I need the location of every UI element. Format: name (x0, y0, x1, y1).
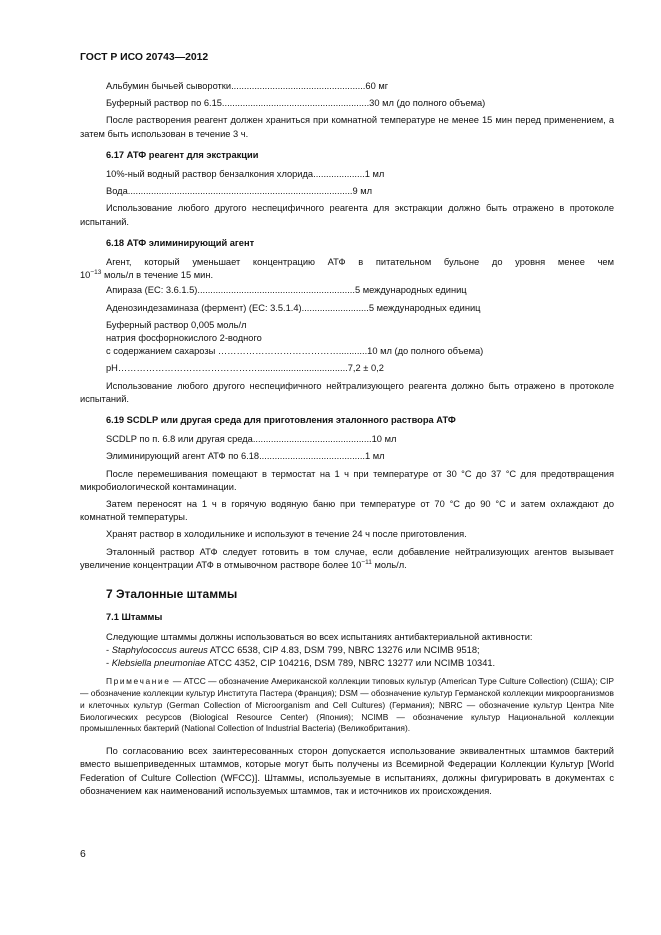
list-item (80, 433, 614, 446)
page-content (80, 80, 614, 798)
exponent-base: 10 (80, 270, 91, 281)
paragraph-text: Эталонный раствор АТФ следует готовить в том случае, если добавление нейтрализующих агентов вызывает увеличение концентрации АТФ в отмывочном растворе более 10 (80, 546, 614, 570)
item-label: Вода (106, 186, 128, 197)
list-dash: - (106, 644, 112, 655)
item-value: 9 мл (352, 186, 373, 197)
list-item (80, 80, 614, 93)
paragraph: Использование любого другого неспецифичного реагента для экстракции должно быть отражено в протоколе испытаний. (80, 203, 614, 227)
buffer-line: натрия фосфорнокислого 2-водного (106, 333, 262, 344)
section-heading-main: 7 Эталонные штаммы (106, 587, 238, 602)
list-item (80, 168, 614, 181)
paragraph-text: моль/л. (371, 559, 407, 570)
exponent: −13 (90, 269, 102, 277)
item-label: Элиминирующий агент АТФ по 6.18 (106, 451, 260, 462)
paragraph: После растворения реагент должен храниться при комнатной температуре не менее 15 мин перед применением, а затем быть использован в течение 3 ч. (80, 115, 614, 139)
paragraph (80, 256, 614, 269)
leader-dots: .................................................... (231, 81, 366, 91)
item-value: 30 мл (до полного объема) (369, 98, 486, 109)
strain-details: ATCC 4352, CIP 104216, DSM 789, NBRC 13277 или NCIMB 10341. (205, 657, 496, 668)
paragraph: После перемешивания помещают в термостат на 1 ч при температуре от 30 °С до 37 °С для предотвращения микробиологической контаминации. (80, 468, 614, 492)
item-value: 10 мл (371, 434, 397, 445)
item-label: 10%-ный водный раствор бензалкония хлорида (106, 169, 314, 180)
paragraph: Затем переносят на 1 ч в горячую водяную баню при температуре от 70 °С до 90 °С и затем охлаждают до комнатной температуры. (80, 499, 614, 523)
list-item (80, 97, 614, 110)
page-number: 6 (80, 849, 86, 860)
section-heading: 6.18 АТФ элиминирующий агент (106, 237, 255, 248)
paragraph: Хранят раствор в холодильнике и используют в течение 24 ч после приготовления. (106, 529, 467, 540)
leader-dots: ......................................... (259, 451, 365, 462)
item-label: с содержанием сахарозы ………………………………… (106, 346, 339, 357)
item-label: pH………………………………………. (106, 363, 260, 374)
strain-details: ATCC 6538, CIP 4.83, DSM 799, NBRC 13276 или NCIMB 9518; (207, 644, 480, 655)
paragraph: Следующие штаммы должны использоваться во всех испытаниях антибактериальной активности: (106, 631, 533, 642)
leader-dots: .......................... (301, 302, 369, 313)
item-value: 10 мл (до полного объема) (367, 346, 484, 357)
item-value: 1 мл (364, 169, 385, 180)
paragraph-text: Агент, который уменьшает концентрацию АТФ в питательном бульоне до уровня менее чем (106, 257, 614, 268)
paragraph-text: моль/л в течение 15 мин. (101, 270, 214, 281)
subsection-heading: 7.1 Штаммы (106, 612, 163, 623)
leader-dots: .................................. (259, 363, 348, 374)
list-item (80, 302, 614, 315)
item-label: Аденозиндезаминаза (фермент) (EC: 3.5.1.4) (106, 302, 302, 313)
paragraph (80, 269, 614, 282)
note (80, 676, 614, 735)
list-item (80, 345, 614, 358)
list-item (80, 362, 614, 375)
item-label: Апираза (EC: 3.6.1.5) (106, 285, 198, 296)
note-label: Примечание (106, 676, 171, 687)
strain-name: Staphylococcus aureus (111, 644, 208, 655)
page-header: ГОСТ Р ИСО 20743—2012 (80, 52, 209, 63)
note-text: — ATCC — обозначение Американской коллекции типовых культур (American Type Culture Collection) (США); CIP — обозначение коллекции культур Института Пастера (Франция); DSM — обозначение культур Германской коллекции микроорганизмов и клеточных культур (German Collection of Microorganism and Cell Cultures) (Германия); NBRC — обозначение культур Центра Nite Биологических ресурсов (Biological Resource Center) (Япония); NCIMB — обозначение культур Национальной коллекции промышленных бактерий (National Collection of Industrial Bacteria) (Великобритания). (80, 676, 614, 734)
leader-dots: ......................................................... (221, 98, 370, 109)
list-item (80, 284, 614, 297)
item-label: Альбумин бычьей сыворотки (106, 81, 232, 91)
section-heading: 6.19 SCDLP или другая среда для приготовления эталонного раствора АТФ (106, 415, 456, 426)
section-heading: 6.17 АТФ реагент для экстракции (106, 149, 259, 160)
item-value: 60 мг (365, 81, 389, 91)
list-item (80, 644, 614, 657)
paragraph (80, 546, 614, 572)
item-value: 7,2 ± 0,2 (347, 363, 384, 374)
item-value: 5 международных единиц (368, 302, 481, 313)
leader-dots: .................... (313, 169, 365, 180)
list-item (80, 657, 614, 670)
exponent: −11 (361, 558, 372, 566)
leader-dots: .............................................. (252, 434, 372, 445)
list-item (80, 450, 614, 463)
leader-dots: ....................................................................................... (127, 186, 353, 197)
item-label: SCDLP по п. 6.8 или другая среда (106, 434, 253, 445)
list-dash: - (106, 657, 112, 668)
paragraph: По согласованию всех заинтересованных сторон допускается использование эквивалентных штаммов бактерий вместо вышеприведенных штаммов, которые могут быть получены из Всемирной Федерации Коллекции Культур [World Federation of Culture Collection (WFCC)]. Штаммы, используемые в испытаниях, должны фигурировать в документах с обозначением как наименований используемых штаммов, так и источников их происхождения. (80, 746, 614, 796)
leader-dots: ........... (338, 346, 368, 357)
item-value: 5 международных единиц (354, 285, 467, 296)
leader-dots: ............................................................. (197, 285, 355, 296)
strain-name: Klebsiella pneumoniae (111, 657, 206, 668)
list-item (80, 185, 614, 198)
buffer-line: Буферный раствор 0,005 моль/л (106, 319, 247, 330)
paragraph: Использование любого другого неспецифичного нейтрализующего реагента должно быть отражено в протоколе испытаний. (80, 380, 614, 404)
item-label: Буферный раствор по 6.15 (106, 98, 222, 109)
item-value: 1 мл (365, 451, 385, 462)
